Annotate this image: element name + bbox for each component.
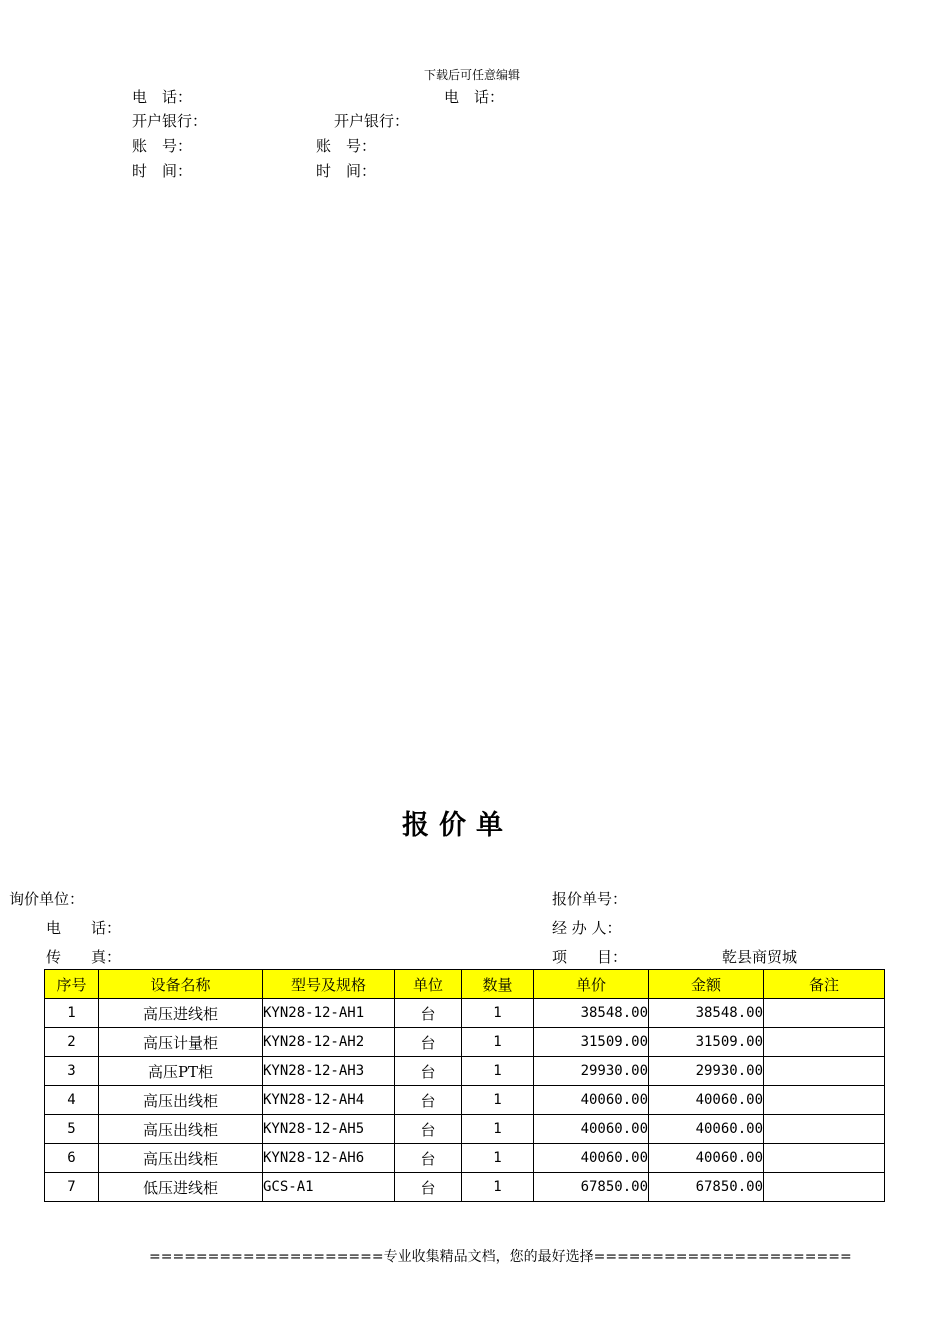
- cell-qty: 1: [462, 1086, 534, 1115]
- table-row: [45, 1115, 885, 1144]
- top-account-left: 账 号：: [132, 137, 193, 155]
- top-time-left: 时 间：: [132, 162, 193, 180]
- cell-name: 高压PT柜: [99, 1057, 263, 1086]
- table-row: [45, 1028, 885, 1057]
- cell-qty: 1: [462, 1028, 534, 1057]
- cell-note: [764, 1144, 885, 1173]
- quotation-table: [44, 969, 885, 1202]
- cell-model: KYN28-12-AH4: [263, 1086, 395, 1115]
- cell-unit: 台: [395, 1086, 462, 1115]
- fax-label: 传 真：: [46, 948, 122, 966]
- header-note: 备注: [764, 970, 885, 999]
- document-title: 报价单: [402, 810, 513, 841]
- cell-model: KYN28-12-AH3: [263, 1057, 395, 1086]
- cell-unit: 台: [395, 1173, 462, 1202]
- cell-price: 31509.00: [534, 1028, 649, 1057]
- cell-amount: 38548.00: [649, 999, 764, 1028]
- project-value: 乾县商贸城: [722, 948, 798, 966]
- cell-note: [764, 999, 885, 1028]
- cell-qty: 1: [462, 1057, 534, 1086]
- cell-amount: 31509.00: [649, 1028, 764, 1057]
- cell-amount: 40060.00: [649, 1115, 764, 1144]
- cell-price: 40060.00: [534, 1086, 649, 1115]
- cell-unit: 台: [395, 999, 462, 1028]
- cell-model: KYN28-12-AH2: [263, 1028, 395, 1057]
- cell-model: KYN28-12-AH5: [263, 1115, 395, 1144]
- project-label: 项 目：: [552, 948, 628, 966]
- header-model: 型号及规格: [263, 970, 395, 999]
- cell-name: 高压出线柜: [99, 1115, 263, 1144]
- cell-no: 2: [45, 1028, 99, 1057]
- cell-qty: 1: [462, 999, 534, 1028]
- cell-price: 40060.00: [534, 1144, 649, 1173]
- header-unit: 单位: [395, 970, 462, 999]
- cell-note: [764, 1057, 885, 1086]
- header-note: 下载后可任意编辑: [424, 68, 521, 82]
- table-row: [45, 1173, 885, 1202]
- header-name: 设备名称: [99, 970, 263, 999]
- cell-name: 高压出线柜: [99, 1086, 263, 1115]
- cell-name: 高压进线柜: [99, 999, 263, 1028]
- cell-price: 38548.00: [534, 999, 649, 1028]
- cell-name: 高压出线柜: [99, 1144, 263, 1173]
- top-time-right: 时 间：: [316, 162, 377, 180]
- header-no: 序号: [45, 970, 99, 999]
- cell-no: 5: [45, 1115, 99, 1144]
- handler-label: 经 办 人：: [552, 919, 622, 937]
- top-bank-right: 开户银行：: [334, 112, 410, 130]
- top-account-right: 账 号：: [316, 137, 377, 155]
- cell-qty: 1: [462, 1115, 534, 1144]
- cell-note: [764, 1028, 885, 1057]
- cell-amount: 67850.00: [649, 1173, 764, 1202]
- cell-no: 3: [45, 1057, 99, 1086]
- cell-model: KYN28-12-AH6: [263, 1144, 395, 1173]
- top-phone-right: 电 话：: [444, 88, 505, 106]
- cell-unit: 台: [395, 1115, 462, 1144]
- cell-qty: 1: [462, 1144, 534, 1173]
- top-phone-left: 电 话：: [132, 88, 193, 106]
- cell-amount: 40060.00: [649, 1144, 764, 1173]
- cell-qty: 1: [462, 1173, 534, 1202]
- header-price: 单价: [534, 970, 649, 999]
- cell-no: 7: [45, 1173, 99, 1202]
- cell-unit: 台: [395, 1028, 462, 1057]
- cell-note: [764, 1086, 885, 1115]
- table-row: [45, 1057, 885, 1086]
- cell-name: 低压进线柜: [99, 1173, 263, 1202]
- table-row: [45, 999, 885, 1028]
- cell-model: KYN28-12-AH1: [263, 999, 395, 1028]
- cell-no: 6: [45, 1144, 99, 1173]
- cell-model: GCS-A1: [263, 1173, 395, 1202]
- cell-no: 4: [45, 1086, 99, 1115]
- cell-price: 40060.00: [534, 1115, 649, 1144]
- header-amount: 金额: [649, 970, 764, 999]
- quote-number-label: 报价单号：: [552, 890, 628, 908]
- cell-note: [764, 1115, 885, 1144]
- cell-amount: 29930.00: [649, 1057, 764, 1086]
- header-qty: 数量: [462, 970, 534, 999]
- cell-unit: 台: [395, 1057, 462, 1086]
- inquiry-unit-label: 询价单位：: [9, 890, 85, 908]
- cell-name: 高压计量柜: [99, 1028, 263, 1057]
- footer-banner: ====================专业收集精品文档，您的最好选择======================: [149, 1249, 852, 1265]
- cell-note: [764, 1173, 885, 1202]
- cell-no: 1: [45, 999, 99, 1028]
- phone-label: 电 话：: [46, 919, 122, 937]
- cell-unit: 台: [395, 1144, 462, 1173]
- cell-price: 67850.00: [534, 1173, 649, 1202]
- table-row: [45, 1144, 885, 1173]
- cell-price: 29930.00: [534, 1057, 649, 1086]
- table-header-row: [45, 970, 885, 999]
- cell-amount: 40060.00: [649, 1086, 764, 1115]
- top-bank-left: 开户银行：: [132, 112, 208, 130]
- table-row: [45, 1086, 885, 1115]
